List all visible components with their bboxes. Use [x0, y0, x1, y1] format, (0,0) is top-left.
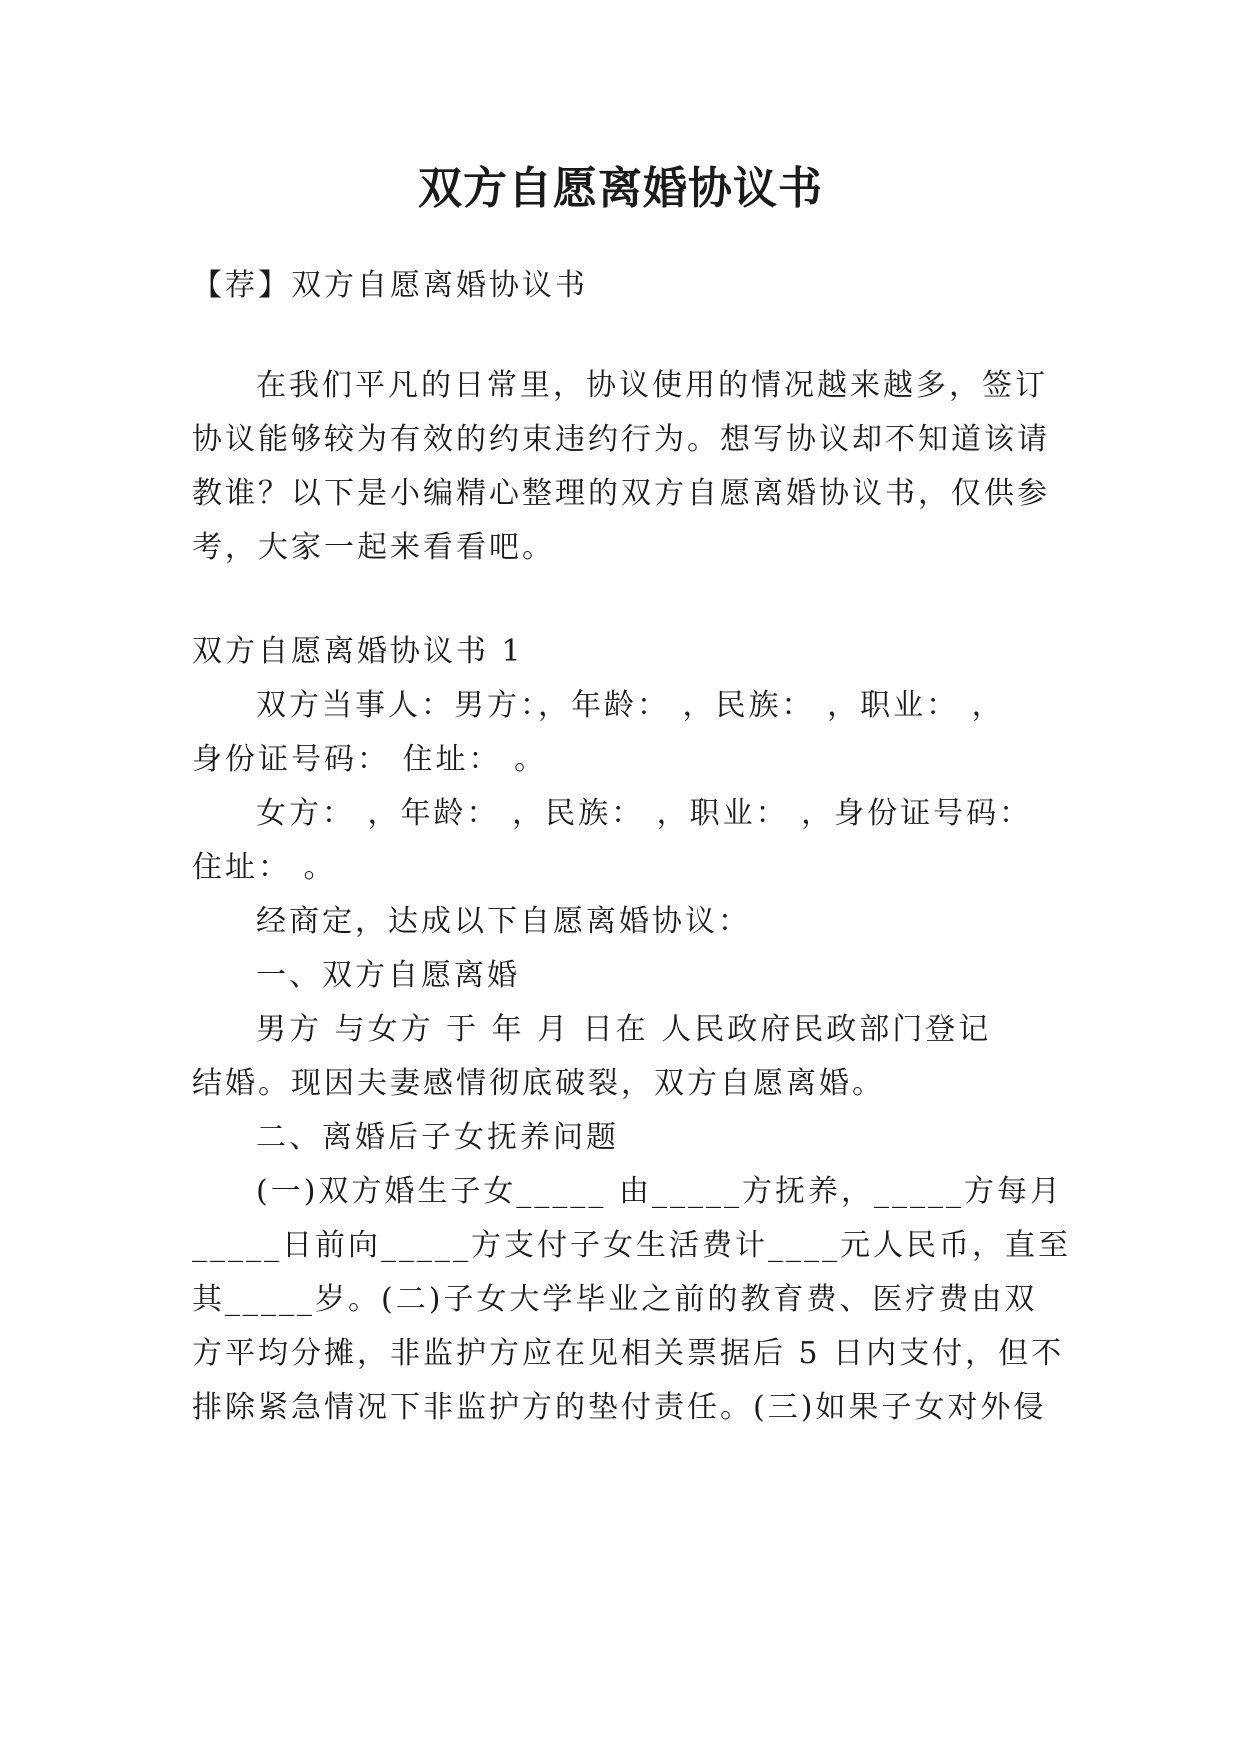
intro-line-2: 协议能够较为有效的约束违约行为。想写协议却不知道该请: [192, 422, 1050, 457]
parties-female-line-1: 女方： ，年龄： ，民族： ，职业： ，身份证号码：: [256, 796, 1033, 831]
intro-line-1: 在我们平凡的日常里，协议使用的情况越来越多，签订: [256, 368, 1048, 403]
clause1-title: 一、双方自愿离婚: [256, 958, 520, 993]
clause2-body-line-4: 方平均分摊，非监护方应在见相关票据后 5 日内支付，但不: [192, 1336, 1065, 1371]
clause1-body-line-1: 男方 与女方 于 年 月 日在 人民政府民政部门登记: [256, 1012, 992, 1047]
intro-line-3: 教谁？以下是小编精心整理的双方自愿离婚协议书，仅供参: [192, 476, 1050, 511]
section-title: 双方自愿离婚协议书 1: [192, 634, 524, 669]
clause2-body-line-3: 其_____岁。(二)子女大学毕业之前的教育费、医疗费由双: [192, 1282, 1038, 1317]
document-title: 双方自愿离婚协议书: [418, 163, 823, 214]
parties-female-line-2: 住址： 。: [192, 850, 337, 885]
clause1-body-line-2: 结婚。现因夫妻感情彻底破裂，双方自愿离婚。: [192, 1066, 885, 1101]
clause2-body-line-1: (一)双方婚生子女_____ 由_____方抚养，_____方每月: [256, 1174, 1063, 1209]
clause2-body-line-2: _____日前向_____方支付子女生活费计____元人民币，直至: [192, 1228, 1071, 1263]
agreement-intro: 经商定，达成以下自愿离婚协议：: [256, 904, 751, 939]
parties-male-line-1: 双方当事人：男方：，年龄： ，民族： ，职业： ，: [256, 688, 1005, 723]
clause2-body-line-5: 排除紧急情况下非监护方的垫付责任。(三)如果子女对外侵: [192, 1390, 1047, 1425]
intro-line-4: 考，大家一起来看看吧。: [192, 530, 555, 565]
parties-male-line-2: 身份证号码： 住址： 。: [192, 742, 548, 777]
document-subtitle: 【荐】双方自愿离婚协议书: [192, 268, 588, 303]
clause2-title: 二、离婚后子女抚养问题: [256, 1120, 619, 1155]
